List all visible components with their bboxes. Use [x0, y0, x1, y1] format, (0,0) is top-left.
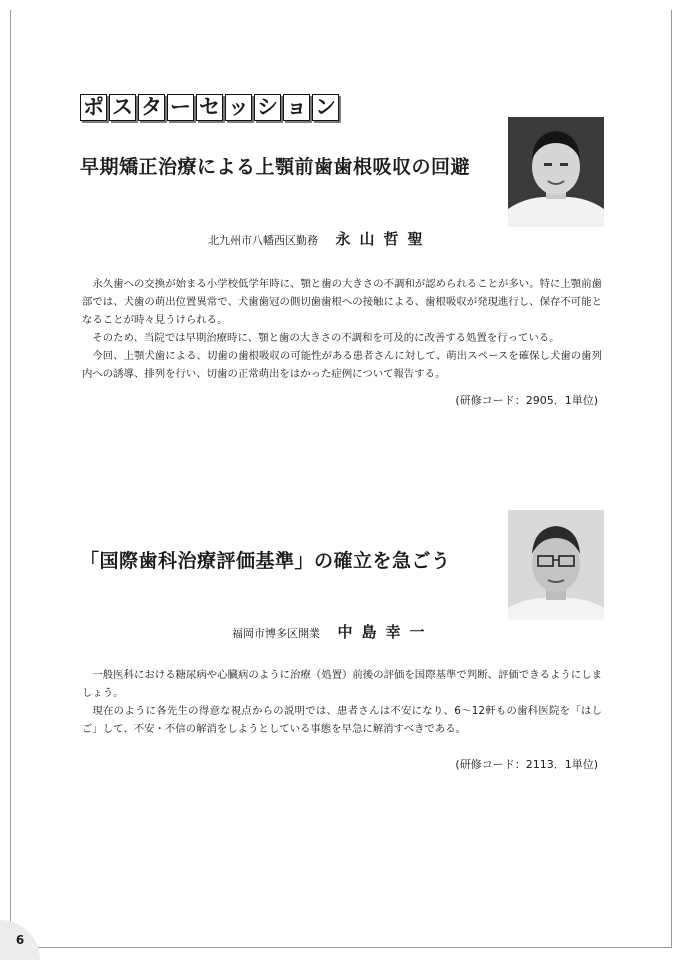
header-char: ン	[312, 94, 339, 121]
affiliation: 北九州市八幡西区勤務	[208, 234, 318, 247]
presenter-photo-icon	[508, 510, 604, 620]
header-char: ス	[109, 94, 136, 121]
header-char: ッ	[225, 94, 252, 121]
header-char: タ	[138, 94, 165, 121]
header-char: ョ	[283, 94, 310, 121]
paragraph: 現在のように各先生の得意な視点からの説明では、患者さんは不安になり、6～12軒もの歯科医院を「はしご」して、不安・不信の解消をしようとしている事態を早急に解消すべきである。	[82, 705, 602, 735]
page-number: 6	[0, 920, 40, 960]
training-code: (研修コード：2113．1単位)	[455, 758, 598, 771]
presenter-info	[232, 621, 434, 642]
paragraph: 永久歯への交換が始まる小学校低学年時に、顎と歯の大きさの不調和が認められることが多い。特に上顎前歯部では、犬歯の萌出位置異常で、犬歯歯冠の側切歯歯根への接触による、歯根吸収が発現進行し、保存不可能となることが時々見うけられる。	[82, 278, 602, 326]
header-char: セ	[196, 94, 223, 121]
header-char: ー	[167, 94, 194, 121]
article-body	[82, 666, 602, 738]
paragraph: 今回、上顎犬歯による、切歯の歯根吸収の可能性がある患者さんに対して、萌出スペースを確保し犬歯の歯列内への誘導、排列を行い、切歯の正常萌出をはかった症例について報告する。	[82, 350, 602, 380]
affiliation: 福岡市博多区開業	[232, 627, 320, 640]
presenter-photo-icon	[508, 117, 604, 227]
article-title: 早期矯正治療による上顎前歯歯根吸収の回避	[80, 156, 471, 178]
article-body	[82, 275, 602, 383]
training-code: (研修コード：2905．1単位)	[455, 394, 598, 407]
presenter-name: 中島幸一	[337, 623, 434, 641]
presenter-info	[208, 228, 432, 249]
presenter-name: 永山哲聖	[335, 230, 432, 248]
article-title: 「国際歯科治療評価基準」の確立を急ごう	[80, 550, 451, 572]
paragraph: 一般医科における糖尿病や心臓病のように治療（処置）前後の評価を国際基準で判断、評価できるようにしましょう。	[82, 669, 602, 699]
header-char: ポ	[80, 94, 107, 121]
header-char: シ	[254, 94, 281, 121]
paragraph: そのため、当院では早期治療時に、顎と歯の大きさの不調和を可及的に改善する処置を行っている。	[92, 332, 560, 344]
section-header	[80, 94, 339, 121]
